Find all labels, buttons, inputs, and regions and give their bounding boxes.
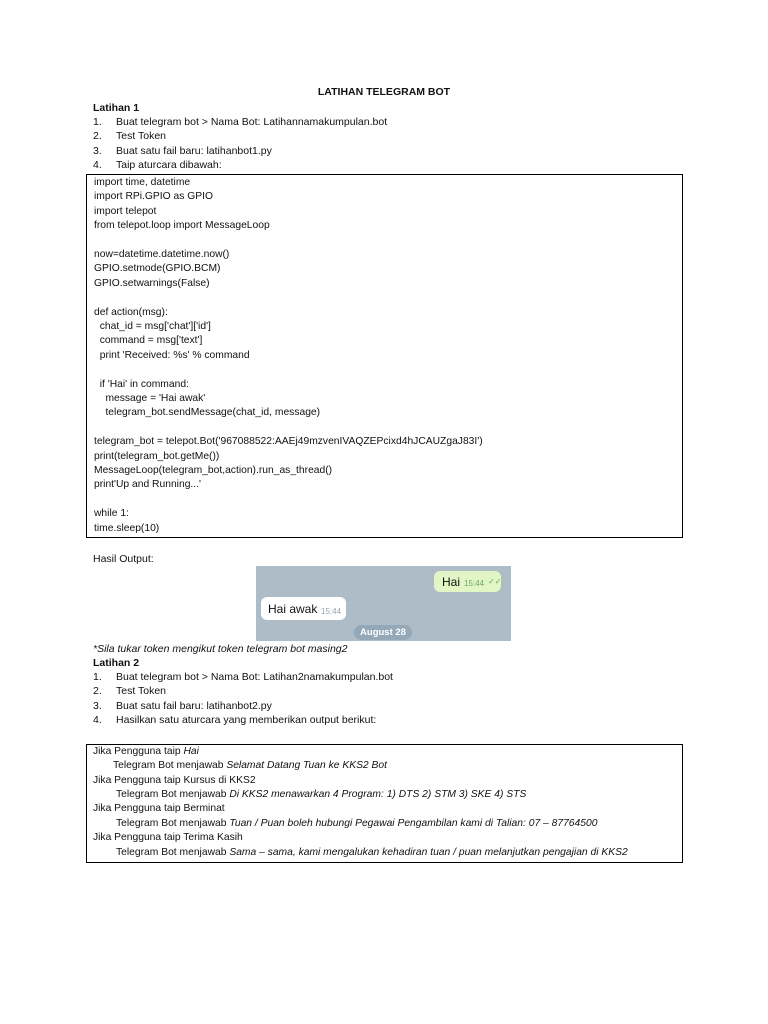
code-box (86, 174, 683, 538)
reply-value: Di KKS2 menawarkan 4 Program: 1) DTS 2) STM 3) SKE 4) STS (229, 789, 527, 801)
task-box (86, 744, 683, 863)
sent-message-bubble (434, 571, 501, 592)
code-line: import telepot (94, 205, 157, 217)
sent-message-text: Hai (442, 575, 461, 589)
code-line: GPIO.setmode(GPIO.BCM) (94, 263, 221, 275)
step-text: Buat satu fail baru: latihanbot2.py (116, 699, 272, 712)
code-line: def action(msg): (94, 306, 168, 318)
latihan2-step (93, 700, 272, 712)
received-message-bubble (261, 597, 346, 620)
received-message-text: Hai awak (268, 602, 318, 616)
rule-reply (113, 760, 387, 771)
step-number: 2. (93, 685, 102, 698)
code-line: if 'Hai' in command: (94, 378, 189, 390)
reply-text: Telegram Bot menjawab (116, 817, 230, 829)
condition-text: Jika Pengguna taip Terima Kasih (93, 832, 243, 844)
latihan2-step (93, 685, 166, 697)
reply-text: Telegram Bot menjawab (116, 789, 230, 801)
step-text: Buat telegram bot > Nama Bot: Latihannamakumpulan.bot (116, 116, 388, 128)
code-line: print(telegram_bot.getMe()) (94, 450, 220, 462)
latihan2-step (93, 671, 393, 683)
code-line: from telepot.loop import MessageLoop (94, 220, 270, 232)
rule-reply (116, 789, 526, 800)
step-number: 3. (93, 699, 102, 712)
rule-condition (93, 775, 256, 786)
sent-message-time: 15:44 (464, 579, 485, 588)
reply-text: Telegram Bot menjawab (116, 846, 230, 858)
code-line: telegram_bot = telepot.Bot('967088522:AAEj49mzvenIVAQZEPcixd4hJCAUZgaJ83I') (94, 436, 483, 448)
received-message-time: 15:44 (321, 607, 342, 616)
condition-value: Hai (183, 746, 199, 757)
rule-condition (93, 803, 225, 814)
step-number: 2. (93, 130, 102, 143)
double-check-icon: ✓✓ (488, 577, 502, 586)
condition-text: Jika Pengguna taip Berminat (93, 803, 225, 815)
code-line: telegram_bot.sendMessage(chat_id, message) (94, 407, 321, 419)
code-line: import time, datetime (94, 177, 191, 188)
date-badge: August 28 (354, 625, 412, 640)
step-text: Hasilkan satu aturcara yang memberikan output berikut: (116, 713, 377, 726)
step-text: Taip aturcara dibawah: (116, 158, 222, 171)
latihan2-heading: Latihan 2 (93, 657, 140, 669)
token-note: *Sila tukar token mengikut token telegram bot masing2 (93, 643, 348, 655)
rule-reply (116, 818, 597, 829)
reply-value: Selamat Datang Tuan ke KKS2 Bot (226, 760, 387, 772)
code-line: print'Up and Running...' (94, 479, 201, 491)
code-line: MessageLoop(telegram_bot,action).run_as_thread() (94, 465, 333, 476)
code-line: print 'Received: %s' % command (94, 349, 250, 361)
code-line: time.sleep(10) (94, 522, 160, 534)
step-number: 1. (93, 671, 102, 683)
reply-value: Sama – sama, kami mengalukan kehadiran tuan / puan melanjutkan pengajian di KKS2 (229, 846, 628, 858)
latihan2-step (93, 714, 376, 726)
code-line: command = msg['text'] (94, 335, 203, 347)
latihan1-heading: Latihan 1 (93, 102, 140, 114)
latihan1-step (93, 130, 166, 142)
step-text: Test Token (116, 130, 167, 143)
output-label: Hasil Output: (93, 553, 154, 565)
rule-condition (93, 746, 199, 757)
latihan1-step (93, 159, 222, 171)
document-title: LATIHAN TELEGRAM BOT (317, 86, 451, 98)
code-line: chat_id = msg['chat']['id'] (94, 321, 211, 332)
latihan1-step (93, 145, 272, 157)
telegram-chat-screenshot (256, 566, 511, 641)
code-line: while 1: (94, 508, 129, 520)
step-text: Test Token (116, 685, 167, 698)
step-number: 3. (93, 144, 102, 157)
condition-text: Jika Pengguna taip Kursus di KKS2 (93, 774, 256, 786)
rule-reply (116, 847, 628, 858)
step-number: 4. (93, 713, 102, 726)
latihan1-step (93, 116, 387, 128)
step-number: 1. (93, 116, 102, 128)
code-line: message = 'Hai awak' (94, 393, 206, 404)
reply-text: Telegram Bot menjawab (113, 760, 227, 772)
code-line: import RPi.GPIO as GPIO (94, 191, 214, 203)
reply-value: Tuan / Puan boleh hubungi Pegawai Pengambilan kami di Talian: 07 – 87764500 (229, 817, 598, 829)
code-line: GPIO.setwarnings(False) (94, 277, 210, 289)
code-line: now=datetime.datetime.now() (94, 249, 230, 260)
step-text: Buat satu fail baru: latihanbot1.py (116, 144, 272, 157)
rule-condition (93, 832, 243, 843)
condition-text: Jika Pengguna taip (93, 746, 184, 757)
step-text: Buat telegram bot > Nama Bot: Latihan2namakumpulan.bot (116, 671, 393, 683)
step-number: 4. (93, 158, 102, 171)
